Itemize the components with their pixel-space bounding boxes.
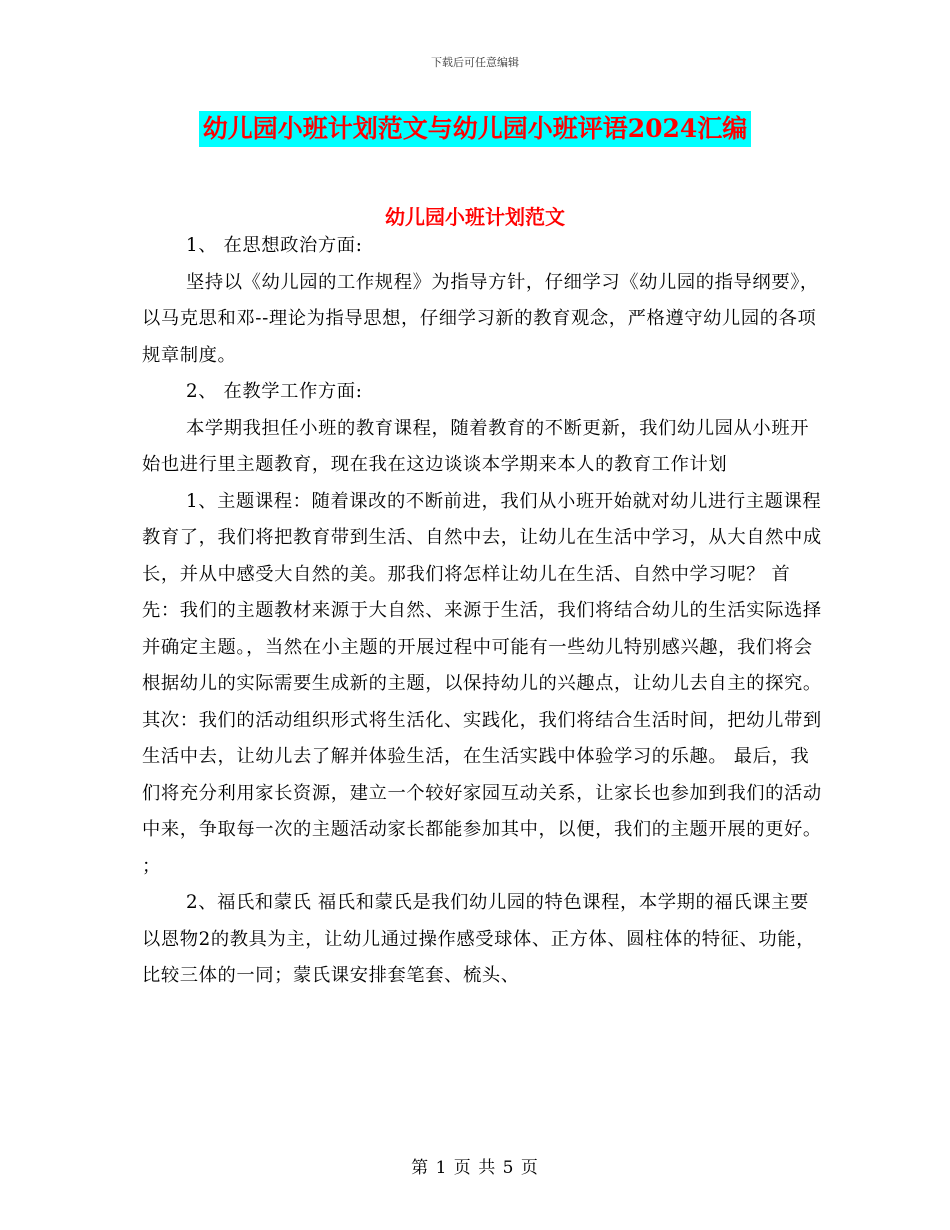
document-title-container [0, 111, 950, 147]
paragraph: 1、主题课程：随着课改的不断前进，我们从小班开始就对幼儿进行主题课程教育了，我们将把教育带到生活、自然中去，让幼儿在生活中学习，从大自然中成长，并从中感受大自然的美。那我们将怎样让幼儿在生活、自然中学习呢？ 首先：我们的主题教材来源于大自然、来源于生活，我们将结合幼儿的生活实际选择并确定主题。，当然在小主题的开展过程中可能有一些幼儿特别感兴趣，我们将会根据幼儿的实际需要生成新的主题，以保持幼儿的兴趣点，让幼儿去自主的探究。 其次：我们的活动组织形式将生活化、实践化，我们将结合生活时间，把幼儿带到生活中去，让幼儿去了解并体验生活，在生活实践中体验学习的乐趣。 最后，我们将充分利用家长资源，建立一个较好家园互动关系，让家长也参加到我们的活动中来，争取每一次的主题活动家长都能参加其中，以便，我们的主题开展的更好。 ； [142, 490, 822, 877]
section-title: 幼儿园小班计划范文 [385, 205, 565, 229]
document-title: 幼儿园小班计划范文与幼儿园小班评语2024汇编 [199, 111, 752, 147]
header-note: 下载后可任意编辑 [431, 56, 519, 69]
paragraph: 2、福氏和蒙氏 福氏和蒙氏是我们幼儿园的特色课程，本学期的福氏课主要以恩物2的教具为主，让幼儿通过操作感受球体、正方体、圆柱体的特征、功能，比较三体的一同；蒙氏课安排套笔套、梳头、 [142, 892, 816, 986]
body-text [142, 228, 822, 995]
paragraph: 1、 在思想政治方面: [186, 235, 363, 256]
paragraph: 坚持以《幼儿园的工作规程》为指导方针，仔细学习《幼儿园的指导纲要》，以马克思和邓--理论为指导思想，仔细学习新的教育观念，严格遵守幼儿园的各项规章制度。 [142, 271, 819, 366]
paragraph: 2、 在教学工作方面: [186, 381, 363, 402]
paragraph: 本学期我担任小班的教育课程，随着教育的不断更新，我们幼儿园从小班开始也进行里主题教育，现在我在这边谈谈本学期来本人的教育工作计划 [142, 417, 810, 475]
page-footer: 第 1 页 共 5 页 [411, 1158, 539, 1178]
